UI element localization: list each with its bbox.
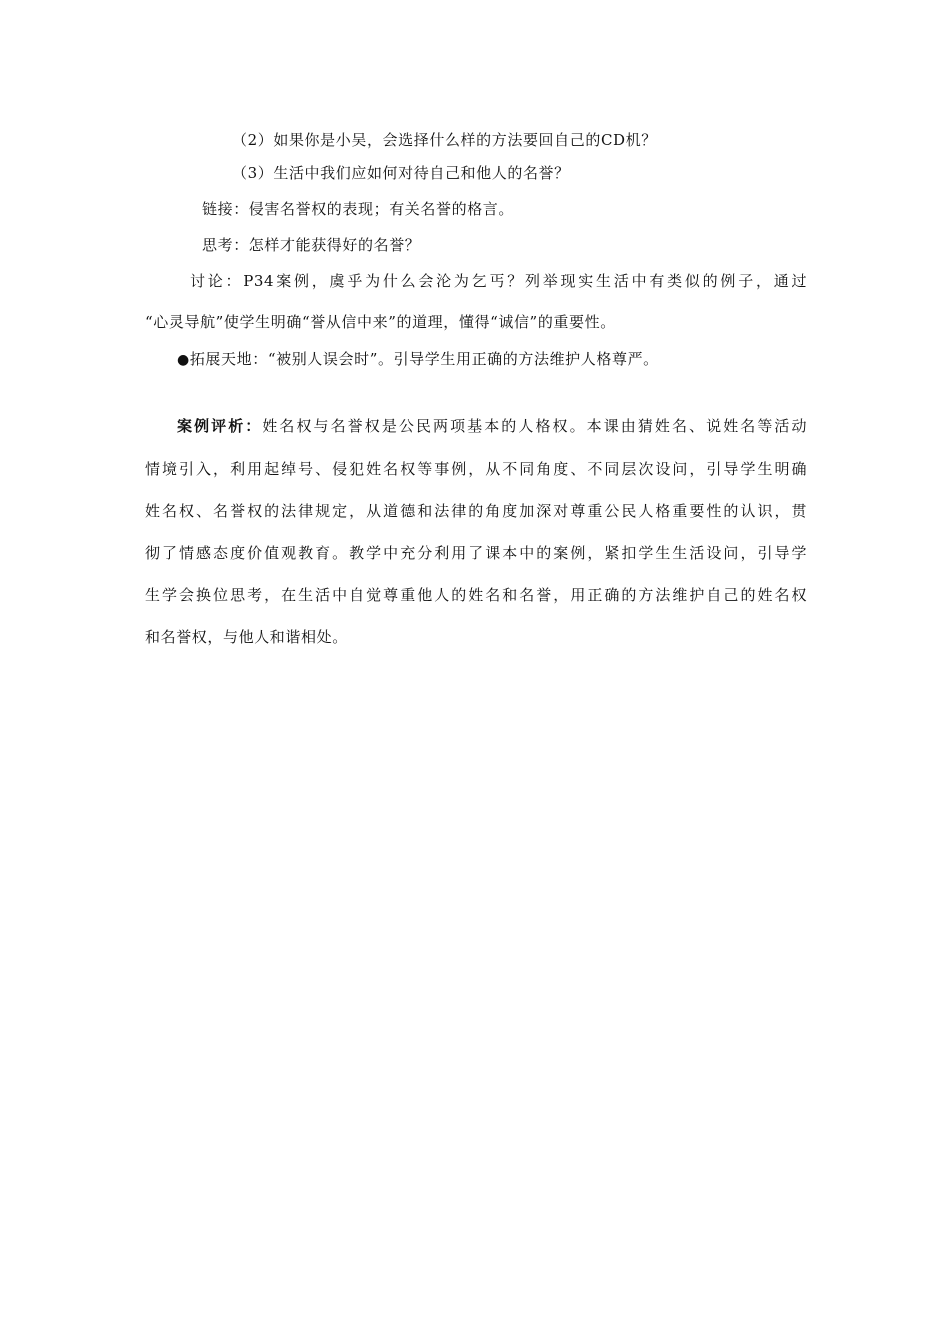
discussion-line-1: 讨论：P34案例，虞乎为什么会沦为乞丐？列举现实生活中有类似的例子，通过 xyxy=(190,272,807,290)
case-review-line-1 xyxy=(177,416,807,436)
expand-text: 拓展天地：“被别人误会时”。引导学生用正确的方法维护人格尊严。 xyxy=(189,350,659,368)
case-review-line-6: 和名誉权，与他人和谐相处。 xyxy=(145,628,348,646)
case-review-text-1: 姓名权与名誉权是公民两项基本的人格权。本课由猜姓名、说姓名等活动 xyxy=(262,417,807,435)
case-review-line-2: 情境引入，利用起绰号、侵犯姓名权等事例，从不同角度、不同层次设问，引导学生明确 xyxy=(145,460,807,478)
bullet-icon: ● xyxy=(177,352,190,368)
discussion-line-2: “心灵导航”使学生明确“誉从信中来”的道理，懂得“诚信”的重要性。 xyxy=(145,313,616,331)
case-review-line-5: 生学会换位思考，在生活中自觉尊重他人的姓名和名誉，用正确的方法维护自己的姓名权 xyxy=(145,586,807,604)
case-review-line-3: 姓名权、名誉权的法律规定，从道德和法律的角度加深对尊重公民人格重要性的认识，贯 xyxy=(145,502,807,520)
question-2: （2）如果你是小吴，会选择什么样的方法要回自己的CD机？ xyxy=(232,131,657,149)
case-review-line-4: 彻了情感态度价值观教育。教学中充分利用了课本中的案例，紧扣学生生活设问，引导学 xyxy=(145,544,807,562)
case-review-label: 案例评析： xyxy=(177,417,263,435)
question-3: （3）生活中我们应如何对待自己和他人的名誉？ xyxy=(232,164,570,182)
think-line: 思考：怎样才能获得好的名誉？ xyxy=(202,236,421,254)
link-line: 链接：侵害名誉权的表现；有关名誉的格言。 xyxy=(202,200,515,218)
expand-paragraph xyxy=(177,349,659,370)
